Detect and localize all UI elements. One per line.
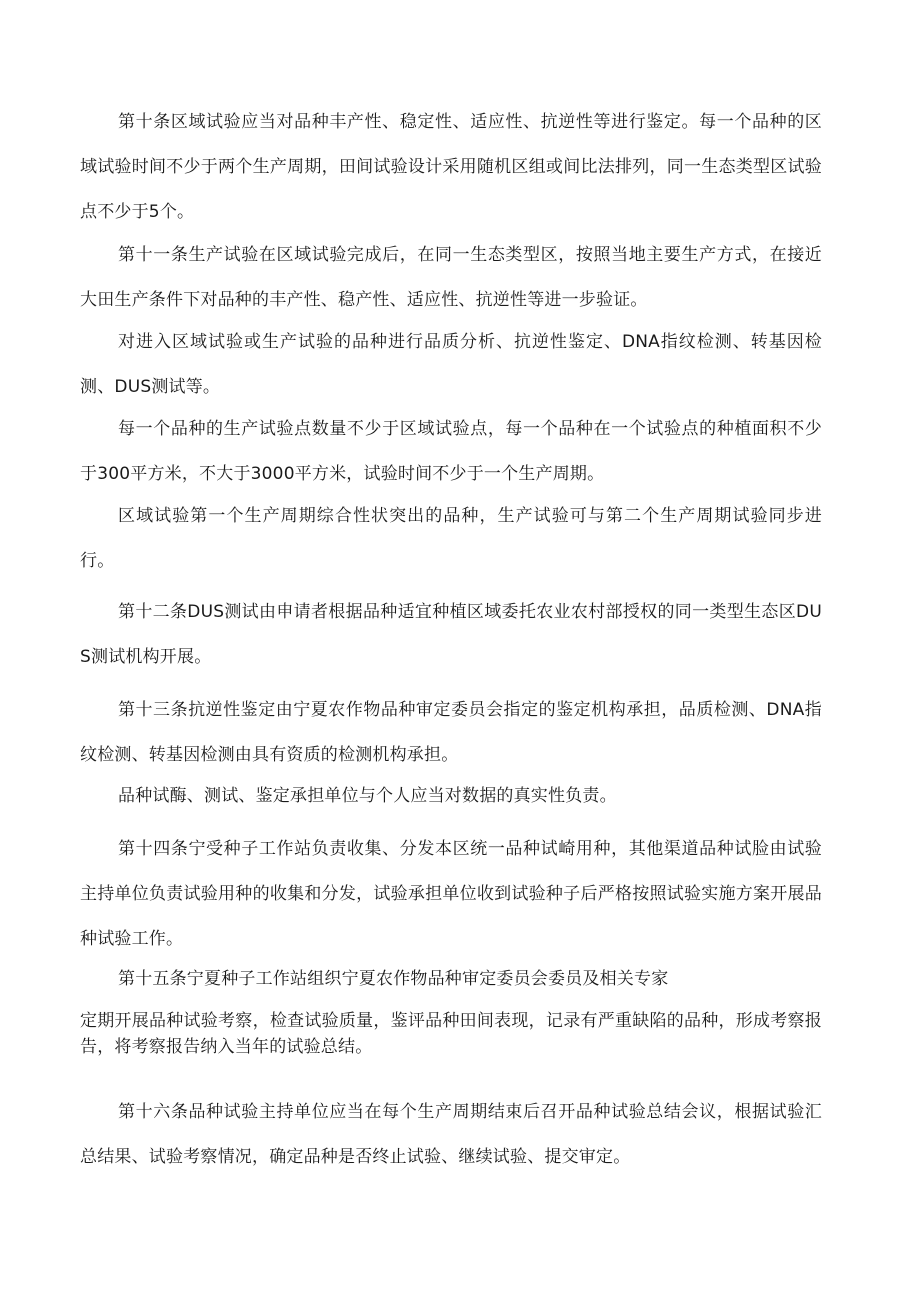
- paragraph-quality-analysis: 对进入区域试验或生产试验的品种进行品质分析、抗逆性鉴定、DNA指纹检测、转基因检测、DUS测试等。: [80, 332, 822, 397]
- paragraph-article-11: 第十一条生产试验在区域试验完成后，在同一生态类型区，按照当地主要生产方式，在接近大田生产条件下对品种的丰产性、稳产性、适应性、抗逆性等进一步验证。: [80, 245, 822, 310]
- paragraph-article-10: 第十条区域试验应当对品种丰产性、稳定性、适应性、抗逆性等进行鉴定。每一个品种的区域试验时间不少于两个生产周期，田间试验设计采用随机区组或间比法排列，同一生态类型区试验点不少于5个。: [80, 112, 822, 222]
- paragraph-article-13: 第十三条抗逆性鉴定由宁夏农作物品种审定委员会指定的鉴定机构承担，品质检测、DNA指纹检测、转基因检测由具有资质的检测机构承担。: [80, 700, 822, 765]
- paragraph-article-14: 第十四条宁受种子工作站负责收集、分发本区统一品种试崎用种，其他渠道品种试脸由试验主持单位负责试验用种的收集和分发，试验承担单位收到试验种子后严格按照试验实施方案开展品种试验工作。: [80, 839, 822, 949]
- paragraph-article-15-cont: 定期开展品种试验考察，检查试验质量，鉴评品种田间表现，记录有严重缺陷的品种，形成考察报告，将考察报告纳入当年的试验总结。: [80, 1011, 822, 1057]
- paragraph-article-16: 第十六条品种试验主持单位应当在每个生产周期结束后召开品种试验总结会议，根据试验汇总结果、试验考察情况，确定品种是否终止试验、继续试验、提交审定。: [80, 1102, 822, 1167]
- paragraph-production-trial-points: 每一个品种的生产试验点数量不少于区域试验点，每一个品种在一个试验点的种植面积不少于300平方米，不大于3000平方米，试验时间不少于一个生产周期。: [80, 419, 822, 484]
- paragraph-synchronous-trial: 区域试验第一个生产周期综合性状突出的品种，生产试验可与第二个生产周期试验同步进行。: [80, 506, 822, 571]
- paragraph-data-responsibility: 品种试酶、测试、鉴定承担单位与个人应当对数据的真实性负责。: [118, 786, 617, 806]
- paragraph-article-12: 第十二条DUS测试由申请者根据品种适宜种植区域委托农业农村部授权的同一类型生态区DUS测试机构开展。: [80, 602, 822, 667]
- paragraph-article-15-start: 第十五条宁夏种子工作站组织宁夏农作物品种审定委员会委员及相关专家: [118, 969, 669, 989]
